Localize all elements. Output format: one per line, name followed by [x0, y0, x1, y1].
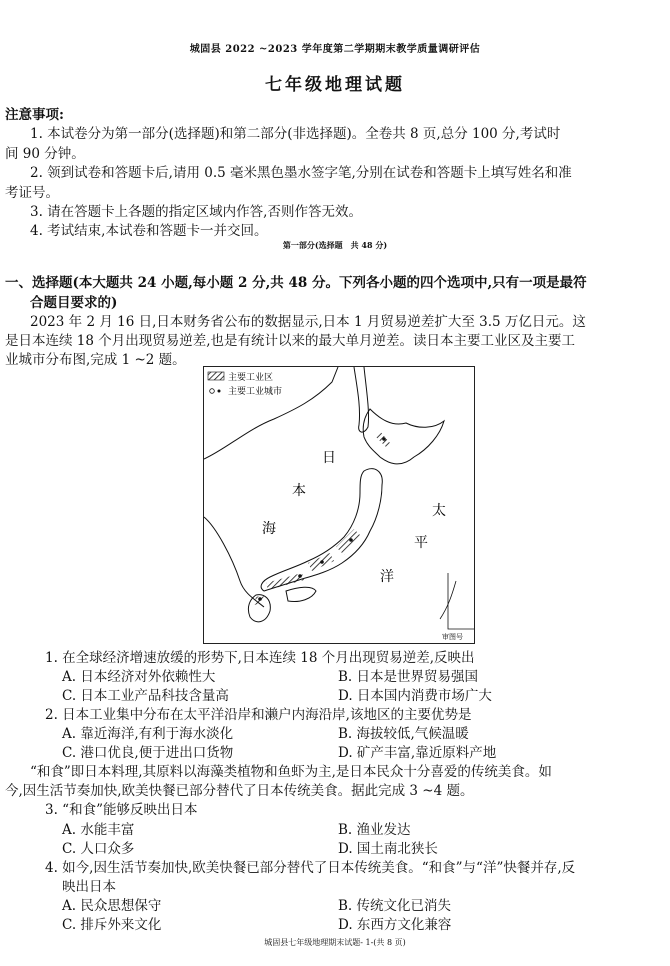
q4-option-c: C. 排斥外来文化	[62, 917, 162, 933]
question-3: 3. “和食”能够反映出日本	[45, 802, 198, 818]
q2-option-a: A. 靠近海洋,有利于海水淡化	[62, 726, 234, 742]
question-4-line1: 4. 如今,因生活节奏加快,欧美快餐已部分替代了日本传统美食。“和食”与“洋”快餐并存,反	[45, 860, 576, 876]
map-stamp: 审图号	[442, 633, 463, 641]
korea-coastline	[204, 517, 264, 607]
section-intro-b: 合题目要求的)	[30, 295, 118, 311]
shikoku-island	[286, 587, 316, 601]
sea-label-2: 本	[292, 483, 306, 499]
page-footer: 城固县七年级地理期末试题- 1-(共 8 页)	[264, 938, 406, 947]
sakhalin-island	[354, 367, 369, 432]
notes-heading: 注意事项:	[5, 107, 64, 123]
city-kitakyushu	[258, 597, 262, 601]
q3-option-b: B. 渔业发达	[338, 822, 411, 838]
q2-option-c: C. 港口优良,便于进出口货物	[62, 745, 234, 761]
section-title: 第一部分(选择题 共 48 分)	[282, 240, 388, 250]
q1-option-a: A. 日本经济对外依赖性大	[62, 669, 216, 685]
passage1-line1: 2023 年 2 月 16 日,日本财务省公布的数据显示,日本 1 月贸易逆差扩大至 3.5 万亿日元。这	[30, 314, 586, 330]
inset-frame	[448, 573, 474, 629]
note-item-2a: 2. 领到试卷和答题卡后,请用 0.5 毫米黑色墨水签字笔,分别在试卷和答题卡上填写姓名和准	[30, 165, 572, 181]
ocean-label-2: 平	[414, 535, 428, 551]
map-drawing	[204, 367, 474, 643]
city-dot-icon	[218, 390, 221, 393]
question-1: 1. 在全球经济增速放缓的形势下,日本连续 18 个月出现贸易逆差,反映出	[45, 650, 475, 666]
japan-industry-map	[203, 366, 475, 644]
legend-industrial-city: 主要工业城市	[228, 387, 283, 397]
ocean-label-3: 洋	[380, 569, 394, 585]
sea-label-1: 日	[322, 450, 336, 466]
section-intro-a: 一、选择题(本大题共 24 小题,每小题 2 分,共 48 分。下列各小题的四个选项中,只有一项是最符	[5, 275, 587, 291]
q3-option-a: A. 水能丰富	[62, 822, 135, 838]
sea-label-3: 海	[262, 521, 276, 537]
q4-option-b: B. 传统文化已消失	[338, 898, 452, 914]
note-item-2b: 考证号。	[5, 185, 59, 201]
note-item-1a: 1. 本试卷分为第一部分(选择题)和第二部分(非选择题)。全卷共 8 页,总分 100 分,考试时	[30, 126, 561, 142]
q2-option-b: B. 海拔较低,气候温暖	[338, 726, 469, 742]
city-nagoya	[320, 560, 324, 564]
question-2: 2. 日本工业集中分布在太平洋沿岸和濑户内海沿岸,该地区的主要优势是	[45, 707, 472, 723]
q3-option-c: C. 人口众多	[62, 841, 135, 857]
hokkaido-island	[363, 409, 444, 464]
passage1-line3: 业城市分布图,完成 1 ~2 题。	[5, 352, 186, 368]
q3-option-d: D. 国土南北狭长	[338, 841, 438, 857]
legend-industrial-region-swatch	[208, 372, 224, 380]
question-4-line2: 映出日本	[62, 879, 116, 895]
ocean-label-1: 太	[432, 503, 446, 519]
page-title: 城固县 2022 ~2023 学年度第二学期期末教学质量调研评估	[189, 44, 481, 55]
note-item-4: 4. 考试结束,本试卷和答题卡一并交回。	[30, 223, 268, 239]
note-item-1b: 间 90 分钟。	[5, 146, 85, 162]
q1-option-c: C. 日本工业产品科技含量高	[62, 688, 229, 704]
city-tokyo	[349, 538, 353, 542]
city-sapporo	[382, 437, 386, 441]
q4-option-d: D. 东西方文化兼容	[338, 917, 452, 933]
city-osaka	[298, 574, 302, 578]
q1-option-b: B. 日本是世界贸易强国	[338, 669, 479, 685]
q4-option-a: A. 民众思想保守	[62, 898, 162, 914]
honshu-island	[261, 469, 382, 591]
q1-option-d: D. 日本国内消费市场广大	[338, 688, 492, 704]
passage2-line1: “和食”即日本料理,其原料以海藻类植物和鱼虾为主,是日本民众十分喜爱的传统美食。如	[30, 764, 552, 780]
legend-industrial-region: 主要工业区	[228, 373, 274, 383]
q2-option-d: D. 矿产丰富,靠近原料产地	[338, 745, 497, 761]
city-symbol-icon	[210, 389, 215, 394]
passage1-line2: 是日本连续 18 个月出现贸易逆差,也是有统计以来的最大单月逆差。读日本主要工业区及主要工	[5, 333, 576, 349]
note-item-3: 3. 请在答题卡上各题的指定区域内作答,否则作答无效。	[30, 204, 362, 220]
passage2-line2: 今,因生活节奏加快,欧美快餐已部分替代了日本传统美食。据此完成 3 ~4 题。	[5, 783, 474, 799]
exam-subject-title: 七年级地理试题	[265, 75, 405, 95]
